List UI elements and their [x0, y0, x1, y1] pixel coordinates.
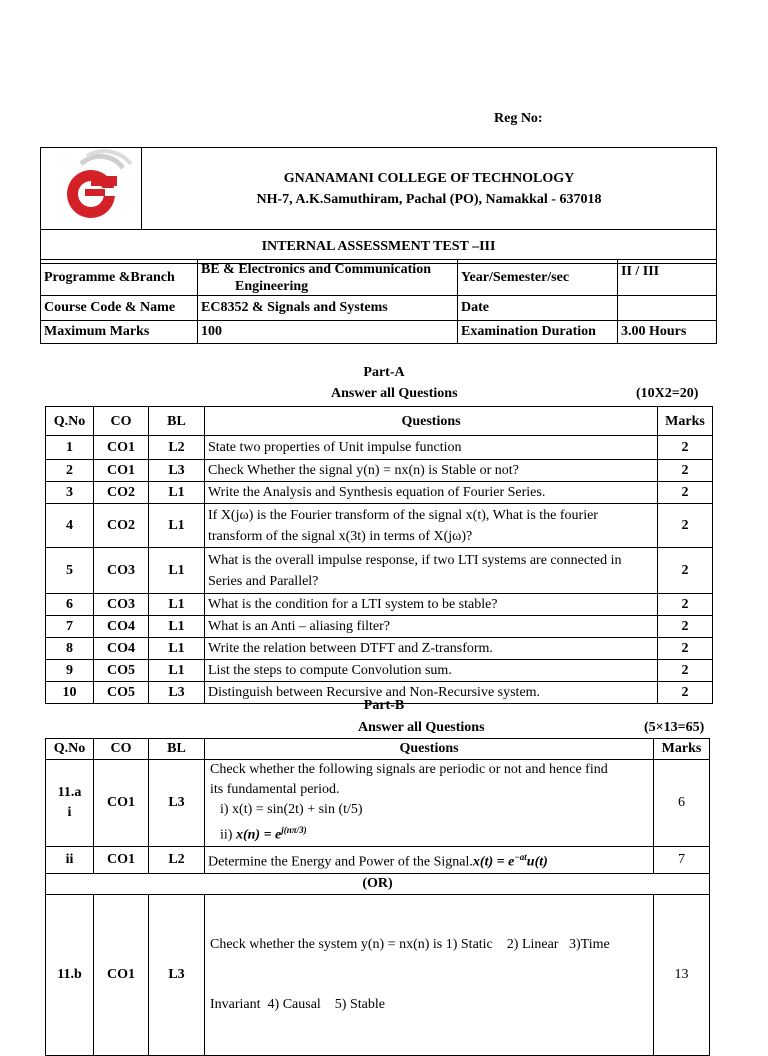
table-row [46, 660, 713, 682]
part-b-title: Part-B [363, 698, 405, 713]
co: CO1 [94, 460, 149, 482]
question: State two properties of Unit impulse function [205, 436, 658, 460]
date-value [618, 296, 717, 321]
part-b-marks-note: (5×13=65) [644, 720, 705, 735]
reg-no-label: Reg No: [494, 111, 543, 126]
qno: 11.b [46, 894, 94, 1055]
bl: L1 [149, 616, 205, 638]
co: CO1 [94, 436, 149, 460]
part-a-table [45, 406, 713, 704]
question: If X(jω) is the Fourier transform of the signal x(t), What is the fourier transform of the signal x(3t) in terms of X(jω)? [205, 504, 658, 548]
qno: 6 [46, 594, 94, 616]
co: CO3 [94, 594, 149, 616]
part-b-header-qno: Q.No [46, 739, 94, 760]
year-label: Year/Semester/sec [458, 260, 618, 296]
question: What is an Anti – aliasing filter? [205, 616, 658, 638]
table-row [46, 616, 713, 638]
max-marks-label: Maximum Marks [41, 321, 198, 344]
course-label: Course Code & Name [41, 296, 198, 321]
question: Check Whether the signal y(n) = nx(n) is Stable or not? [205, 460, 658, 482]
co: CO1 [94, 894, 149, 1055]
marks: 2 [658, 660, 713, 682]
qno: 1 [46, 436, 94, 460]
college-address: NH-7, A.K.Samuthiram, Pachal (PO), Namakkal - 637018 [256, 191, 602, 207]
co: CO3 [94, 548, 149, 594]
qno: 4 [46, 504, 94, 548]
co: CO1 [94, 847, 149, 874]
bl: L1 [149, 548, 205, 594]
sub-ii-exponent: j(nπ/3) [281, 825, 307, 836]
part-a-header-qno: Q.No [46, 407, 94, 436]
question: Write the relation between DTFT and Z-transform. [205, 638, 658, 660]
programme-value-line1: BE & Electronics and Communication [201, 261, 431, 277]
question: Write the Analysis and Synthesis equation of Fourier Series. [205, 482, 658, 504]
qno: ii [46, 847, 94, 874]
table-row [46, 504, 713, 548]
table-row [46, 760, 710, 847]
qno-line2: i [67, 805, 72, 820]
question-text: Determine the Energy and Power of the Signal. [208, 854, 473, 870]
bl: L1 [149, 660, 205, 682]
college-info-cell [142, 148, 717, 230]
question: What is the overall impulse response, if two LTI systems are connected in Series and Parallel? [205, 548, 658, 594]
table-row [46, 594, 713, 616]
co: CO2 [94, 504, 149, 548]
co: CO4 [94, 616, 149, 638]
sub-question-ii [210, 820, 650, 846]
part-a-header-co: CO [94, 407, 149, 436]
bl: L1 [149, 504, 205, 548]
qno-line1: 11.a [57, 785, 82, 800]
part-b-header-co: CO [94, 739, 149, 760]
table-row [46, 436, 713, 460]
marks: 2 [658, 616, 713, 638]
bl: L2 [149, 847, 205, 874]
table-row [46, 638, 713, 660]
marks: 2 [658, 548, 713, 594]
marks: 2 [658, 436, 713, 460]
question: What is the condition for a LTI system to be stable? [205, 594, 658, 616]
question-exponent: −at [514, 852, 527, 862]
question-line2: its fundamental period. [210, 782, 340, 798]
question-line2: Invariant 4) Causal 5) Stable [210, 996, 385, 1012]
sub-ii-math: x(n) = e [235, 827, 282, 843]
marks: 2 [658, 682, 713, 704]
max-marks-value: 100 [198, 321, 458, 344]
part-b-table [45, 738, 710, 1056]
or-separator: (OR) [46, 873, 710, 894]
marks: 2 [658, 504, 713, 548]
part-a-marks-note: (10X2=20) [636, 386, 699, 401]
question-line1: Check whether the system y(n) = nx(n) is 1) Static 2) Linear 3)Time [210, 936, 610, 952]
qno: 10 [46, 682, 94, 704]
marks: 2 [658, 460, 713, 482]
programme-value [198, 260, 458, 296]
logo-cell [41, 148, 142, 230]
part-b-header-marks: Marks [654, 739, 710, 760]
co: CO1 [94, 760, 149, 847]
part-a-header-questions: Questions [205, 407, 658, 436]
bl: L3 [149, 760, 205, 847]
part-b-header-questions: Questions [205, 739, 654, 760]
part-a-header-marks: Marks [658, 407, 713, 436]
marks: 2 [658, 638, 713, 660]
college-name: GNANAMANI COLLEGE OF TECHNOLOGY [283, 170, 575, 186]
co: CO5 [94, 682, 149, 704]
question: Distinguish between Recursive and Non-Recursive system. [205, 682, 658, 704]
course-value: EC8352 & Signals and Systems [198, 296, 458, 321]
table-row [46, 460, 713, 482]
qno: 7 [46, 616, 94, 638]
test-title: INTERNAL ASSESSMENT TEST –III [41, 230, 717, 264]
question [205, 847, 654, 874]
year-value: II / III [618, 260, 717, 296]
question-line1: Check whether the following signals are periodic or not and hence find [210, 762, 608, 778]
qno: 2 [46, 460, 94, 482]
marks: 13 [654, 894, 710, 1055]
college-header-table [40, 147, 717, 264]
qno: 8 [46, 638, 94, 660]
qno [46, 760, 94, 847]
question-math-tail: u(t) [526, 854, 548, 870]
part-a-title: Part-A [363, 365, 405, 380]
question [205, 894, 654, 1055]
bl: L3 [149, 682, 205, 704]
bl: L1 [149, 482, 205, 504]
marks: 2 [658, 482, 713, 504]
qno: 5 [46, 548, 94, 594]
bl: L2 [149, 436, 205, 460]
programme-value-line2: Engineering [235, 278, 309, 294]
qno: 9 [46, 660, 94, 682]
table-row [46, 548, 713, 594]
date-label: Date [458, 296, 618, 321]
table-row [46, 482, 713, 504]
qno: 3 [46, 482, 94, 504]
part-a-instruction: Answer all Questions [331, 386, 458, 401]
co: CO2 [94, 482, 149, 504]
sub-ii-prefix: ii) [220, 827, 233, 843]
bl: L1 [149, 638, 205, 660]
sub-question-i: i) x(t) = sin(2t) + sin (t/5) [220, 802, 363, 818]
part-b-instruction: Answer all Questions [358, 720, 485, 735]
bl: L3 [149, 460, 205, 482]
marks: 2 [658, 594, 713, 616]
co: CO4 [94, 638, 149, 660]
bl: L1 [149, 594, 205, 616]
marks: 7 [654, 847, 710, 874]
exam-info-table [40, 259, 717, 344]
question [205, 760, 654, 847]
question: List the steps to compute Convolution sum. [205, 660, 658, 682]
duration-value: 3.00 Hours [618, 321, 717, 344]
co: CO5 [94, 660, 149, 682]
part-b-header-bl: BL [149, 739, 205, 760]
college-logo-icon [41, 148, 142, 224]
marks: 6 [654, 760, 710, 847]
duration-label: Examination Duration [458, 321, 618, 344]
table-row [46, 847, 710, 874]
question-math: x(t) = e [472, 854, 515, 870]
part-a-header-bl: BL [149, 407, 205, 436]
programme-label: Programme &Branch [41, 260, 198, 296]
bl: L3 [149, 894, 205, 1055]
table-row [46, 894, 710, 1055]
